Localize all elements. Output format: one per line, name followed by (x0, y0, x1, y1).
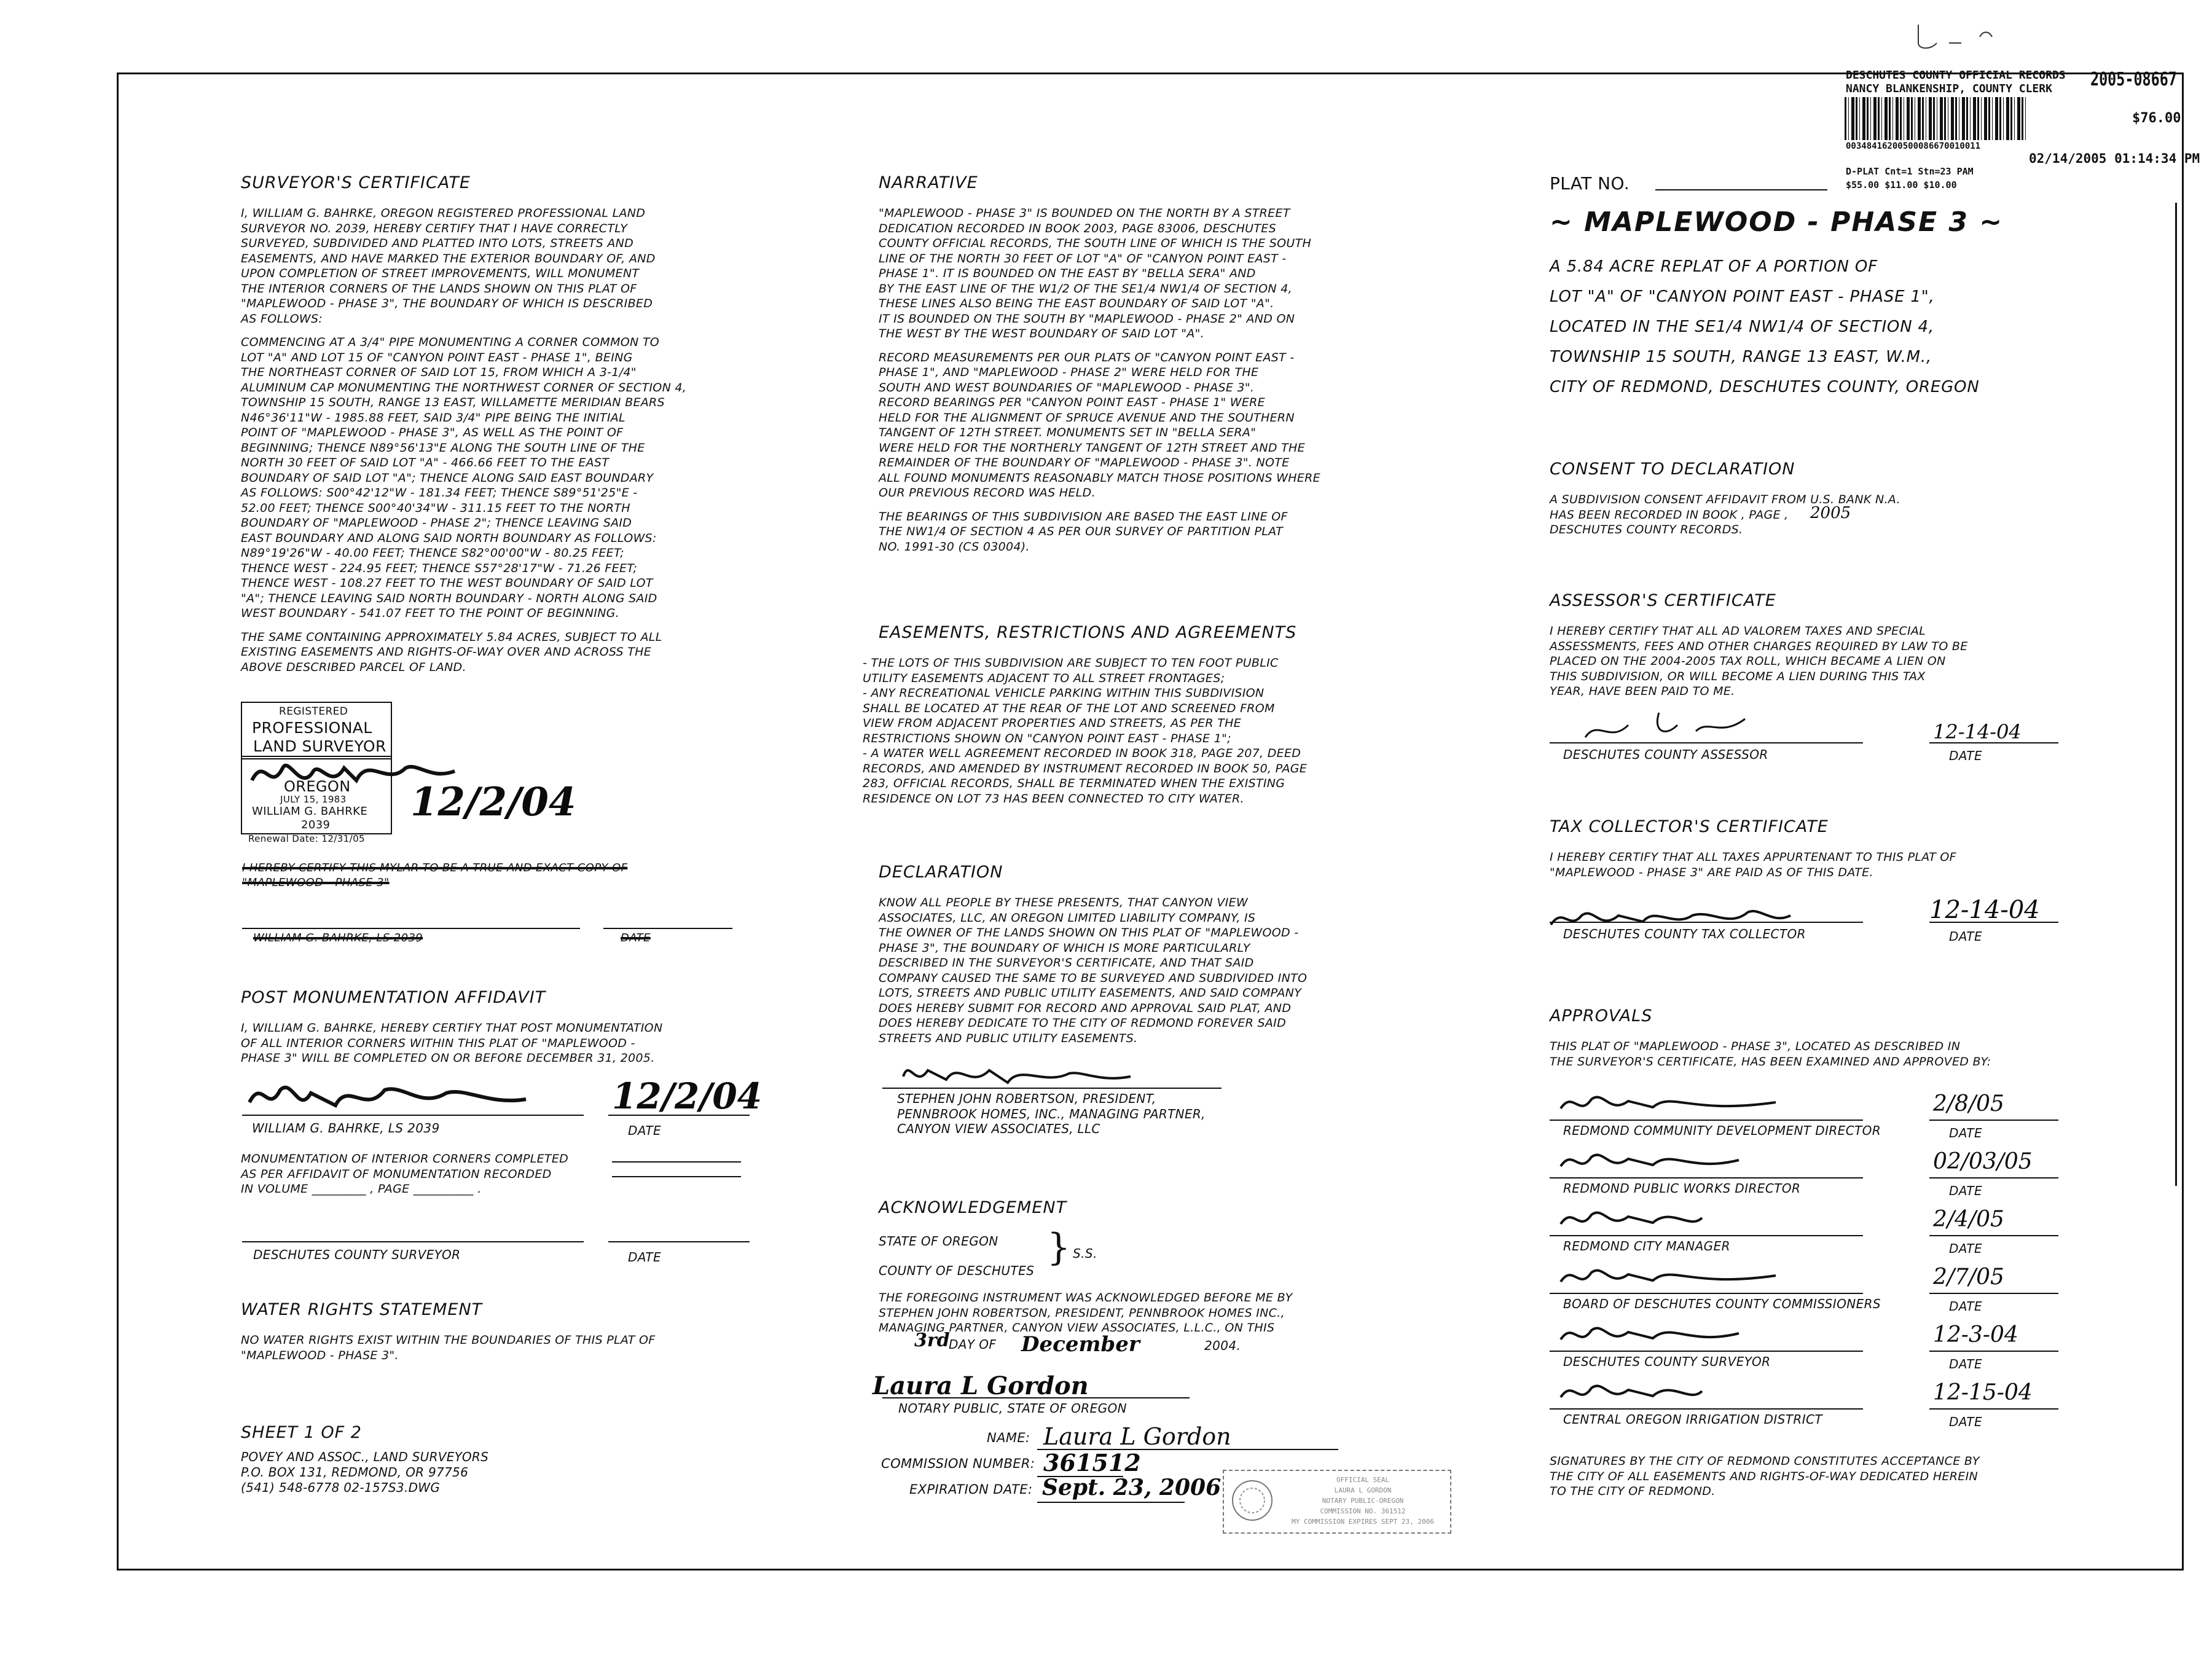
approval-date-line (1929, 1120, 2058, 1121)
approvals-text: THIS PLAT OF "MAPLEWOOD - PHASE 3", LOCATED AS DESCRIBED IN THE SURVEYOR'S CERTIFICATE, HAS BEEN EXAMINED AND APPROVED BY: (1550, 1040, 1991, 1069)
tax-collectors-certificate (1550, 817, 2078, 880)
surveyor-signature-date: 12/2/04 (410, 779, 576, 825)
surveyor-title: SURVEYOR'S CERTIFICATE (241, 173, 471, 192)
tax-signature-line (1550, 922, 1863, 923)
ack-text: THE FOREGOING INSTRUMENT WAS ACKNOWLEDGED BEFORE ME BY STEPHEN JOHN ROBERTSON, PRESIDENT, PENNBROOK HOMES INC., MANAGING PARTNER, CANYON VIEW ASSOCIATES, L.L.C., ON THIS (879, 1291, 1293, 1335)
approval-label: CENTRAL OREGON IRRIGATION DISTRICT (1563, 1412, 1822, 1427)
water-rights-statement (241, 1300, 745, 1363)
sheet-text: POVEY AND ASSOC., LAND SURVEYORS P.O. BOX 131, REDMOND, OR 97756 (541) 548-6778 02-157S3.DWG (241, 1449, 489, 1495)
document-number: 2005-08667 (2090, 69, 2177, 90)
consent-book-handwritten: 2005 (1810, 504, 1851, 522)
post-mon-signature-line (242, 1115, 584, 1116)
approval-date-value: 02/03/05 (1933, 1149, 2033, 1174)
oregon-seal-icon (1230, 1478, 1274, 1523)
right-rule (2175, 203, 2177, 1186)
monumentation-completed: MONUMENTATION OF INTERIOR CORNERS COMPLETED AS PER AFFIDAVIT OF MONUMENTATION RECORDED IN VOLUME _________ , PAGE __________ . (241, 1152, 569, 1196)
assessor-text: I HEREBY CERTIFY THAT ALL AD VALOREM TAXES AND SPECIAL ASSESSMENTS, FEES AND OTHER CHARGES REQUIRED BY LAW TO BE PLACED ON THE 2004-2005 TAX ROLL, WHICH BECAME A LIEN ON THIS SUBDIVISION, OR WILL BECOME A LIEN DURING THIS TAX YEAR, HAVE BEEN PAID TO ME. (1550, 624, 1968, 698)
post-mon-name: WILLIAM G. BAHRKE, LS 2039 (252, 1121, 440, 1135)
plat-number-label: PLAT NO. (1550, 173, 1630, 194)
struck-name: WILLIAM G. BAHRKE, LS 2039 (253, 931, 423, 944)
post-mon-signature-date: 12/2/04 (612, 1075, 763, 1117)
tax-date-label: DATE (1949, 929, 1983, 944)
approval-date-label: DATE (1949, 1183, 1983, 1198)
easement-item: - THE LOTS OF THIS SUBDIVISION ARE SUBJECT TO TEN FOOT PUBLIC UTILITY EASEMENTS ADJACENT TO ALL STREET FRONTAGES; (863, 656, 1279, 685)
stamp-land-surveyor: LAND SURVEYOR (253, 737, 386, 755)
easements-restrictions (863, 623, 1403, 806)
assessor-signature-line (1550, 742, 1863, 743)
easements-title: EASEMENTS, RESTRICTIONS AND AGREEMENTS (879, 623, 1297, 642)
county-clerk: NANCY BLANKENSHIP, COUNTY CLERK (1846, 82, 2052, 95)
consent-title: CONSENT TO DECLARATION (1550, 460, 1795, 479)
assessor-title: ASSESSOR'S CERTIFICATE (1550, 591, 1776, 610)
plat-number-line (1655, 189, 1827, 190)
surveyor-paragraph-3: THE SAME CONTAINING APPROXIMATELY 5.84 ACRES, SUBJECT TO ALL EXISTING EASEMENTS AND RIGHTS-OF-WAY OVER AND ACROSS THE ABOVE DESCRIBED PARCEL OF LAND. (241, 630, 662, 674)
approval-signature (1555, 1199, 1813, 1236)
approval-signature (1555, 1315, 1813, 1352)
approval-date-label: DATE (1949, 1299, 1983, 1314)
declaration-text: KNOW ALL PEOPLE BY THESE PRESENTS, THAT CANYON VIEW ASSOCIATES, LLC, AN OREGON LIMITED LIABILITY COMPANY, IS THE OWNER OF THE LANDS SHOWN ON THIS PLAT OF "MAPLEWOOD - PHASE 3", THE BOUNDARY OF WHICH IS MORE PARTICULARLY DESCRIBED IN THE SURVEYOR'S CERTIFICATE, AND THAT SAID COMPANY CAUSED THE SAME TO BE SURVEYED AND SUBDIVIDED INTO LOTS, STREETS AND PUBLIC UTILITY EASEMENTS, AND SAID COMPANY DOES HEREBY SUBMIT FOR RECORD AND APPROVAL SAID PLAT, AND DOES HEREBY DEDICATE TO THE CITY OF REDMOND FOREVER SAID STREETS AND PUBLIC UTILITY EASEMENTS. (879, 896, 1308, 1045)
approval-date-line (1929, 1351, 2058, 1352)
approvals-footer: SIGNATURES BY THE CITY OF REDMOND CONSTITUTES ACCEPTANCE BY THE CITY OF ALL EASEMENTS AND RIGHTS-OF-WAY DEDICATED HEREIN TO THE CITY OF REDMOND. (1550, 1454, 1980, 1498)
acknowledgement-title: ACKNOWLEDGEMENT (879, 1198, 1067, 1217)
narrative-paragraph-1: "MAPLEWOOD - PHASE 3" IS BOUNDED ON THE NORTH BY A STREET DEDICATION RECORDED IN BOOK 2003, PAGE 83006, DESCHUTES COUNTY OFFICIAL RECORDS, THE SOUTH LINE OF WHICH IS THE SOUTH LINE OF THE NORTH 30 FEET OF LOT "A" OF "CANYON POINT EAST - PHASE 1". IT IS BOUNDED ON THE EAST BY "BELLA SERA" AND BY THE EAST LINE OF THE W1/2 OF THE SE1/4 NW1/4 OF SECTION 4, THESE LINES ALSO BEING THE EAST BOUNDARY OF SAID LOT "A". IT IS BOUNDED ON THE SOUTH BY "MAPLEWOOD - PHASE 2" AND ON THE WEST BY THE WEST BOUNDARY OF SAID LOT "A". (879, 206, 1312, 340)
consent-text: A SUBDIVISION CONSENT AFFIDAVIT FROM U.S. BANK N.A. HAS BEEN RECORDED IN BOOK , PAGE , DESCHUTES COUNTY RECORDS. (1550, 493, 1900, 536)
ack-day: 3rd (914, 1330, 950, 1351)
tax-label: DESCHUTES COUNTY TAX COLLECTOR (1563, 927, 1806, 941)
notary-signature-line (882, 1397, 1190, 1398)
surveyor-paragraph-2: COMMENCING AT A 3/4" PIPE MONUMENTING A CORNER COMMON TO LOT "A" AND LOT 15 OF "CANYON POINT EAST - PHASE 1", BEING THE NORTHEAST CORNER OF SAID LOT 15, FROM WHICH A 3-1/4" ALUMINUM CAP MONUMENTING THE NORTHWEST CORNER OF SECTION 4, TOWNSHIP 15 SOUTH, RANGE 13 EAST, WILLAMETTE MERIDIAN BEARS N46°36'11"W - 1985.88 FEET, SAID 3/4" PIPE BEING THE INITIAL POINT OF "MAPLEWOOD - PHASE 3", AS WELL AS THE POINT OF BEGINNING; THENCE N89°56'13"E ALONG THE SOUTH LINE OF THE NORTH 30 FEET OF SAID LOT "A" - 466.66 FEET TO THE EAST BOUNDARY OF SAID LOT "A"; THENCE ALONG SAID EAST BOUNDARY AS FOLLOWS: S00°42'12"W - 181.34 FEET; THENCE S89°51'25"E - 52.00 FEET; THENCE S00°40'34"W - 311.15 FEET TO THE NORTH BOUNDARY OF "MAPLEWOOD - PHASE 2"; THENCE LEAVING SAID EAST BOUNDARY AND ALONG SAID NORTH BOUNDARY AS FOLLOWS: N89°19'26"W - 40.00 FEET; THENCE S82°00'00"W - 80.25 FEET; THENCE WEST - 224.95 FEET; THENCE S57°28'17"W - 71.26 FEET; THENCE WEST - 108.27 FEET TO THE WEST BOUNDARY OF SAID LOT "A"; THENCE LEAVING SAID NORTH BOUNDARY - NORTH ALONG SAID WEST BOUNDARY - 541.07 FEET TO THE POINT OF BEGINNING. (241, 335, 687, 620)
narrative-paragraph-2: RECORD MEASUREMENTS PER OUR PLATS OF "CANYON POINT EAST - PHASE 1", AND "MAPLEWOOD - PHASE 2" WERE HELD FOR THE SOUTH AND WEST BOUNDARIES OF "MAPLEWOOD - PHASE 3". RECORD BEARINGS PER "CANYON POINT EAST - PHASE 1" WERE HELD FOR THE ALIGNMENT OF SPRUCE AVENUE AND THE SOUTHERN TANGENT OF 12TH STREET. MONUMENTS SET IN "BELLA SERA" WERE HELD FOR THE NORTHERLY TANGENT OF 12TH STREET AND THE REMAINDER OF THE BOUNDARY OF "MAPLEWOOD - PHASE 3". NOTE ALL FOUND MONUMENTS REASONABLY MATCH THOSE POSITIONS WHERE OUR PREVIOUS RECORD WAS HELD. (879, 350, 1320, 500)
post-mon-title: POST MONUMENTATION AFFIDAVIT (241, 988, 546, 1007)
tax-date-value: 12-14-04 (1929, 896, 2040, 924)
water-rights-title: WATER RIGHTS STATEMENT (241, 1300, 483, 1319)
post-mon-date-line (608, 1115, 750, 1116)
barcode-number: 00348416200500086670010011 (1846, 141, 1981, 151)
notary-name-value: Laura L Gordon (1043, 1423, 1231, 1450)
stamp-number: 2039 (301, 818, 331, 831)
easement-item: - A WATER WELL AGREEMENT RECORDED IN BOOK 318, PAGE 207, DEED RECORDS, AND AMENDED BY INSTRUMENT RECORDED IN BOOK 50, PAGE 283, OFFICIAL RECORDS, SHALL BE TERMINATED WHEN THE EXISTING RESIDENCE ON LOT 73 HAS BEEN CONNECTED TO CITY WATER. (863, 747, 1308, 806)
approval-date-label: DATE (1949, 1357, 1983, 1371)
approval-label: REDMOND CITY MANAGER (1563, 1239, 1730, 1253)
approval-date-line (1929, 1235, 2058, 1236)
struck-copy-line-2: "MAPLEWOOD - PHASE 3" (242, 876, 390, 889)
approval-date-value: 12-3-04 (1933, 1322, 2018, 1347)
ack-state: STATE OF OREGON (879, 1234, 998, 1249)
county-surveyor-date-line (608, 1241, 750, 1242)
narrative-paragraph-3: THE BEARINGS OF THIS SUBDIVISION ARE BASED THE EAST LINE OF THE NW1/4 OF SECTION 4 AS PER OUR SURVEY OF PARTITION PLAT NO. 1991-30 (CS 03004). (879, 509, 1288, 554)
plat-description: A 5.84 ACRE REPLAT OF A PORTION OF LOT "A" OF "CANYON POINT EAST - PHASE 1", LOCATED IN THE SE1/4 NW1/4 OF SECTION 4, TOWNSHIP 15 SOUTH, RANGE 13 EAST, W.M., CITY OF REDMOND, DESCHUTES COUNTY, OREGON (1550, 257, 1980, 396)
approval-label: DESCHUTES COUNTY SURVEYOR (1563, 1354, 1771, 1369)
approval-signature (1555, 1142, 1813, 1179)
approval-label: BOARD OF DESCHUTES COUNTY COMMISSIONERS (1563, 1296, 1881, 1311)
approval-date-value: 12-15-04 (1933, 1380, 2033, 1405)
expiration-line (1037, 1502, 1185, 1503)
surveyors-certificate (241, 173, 745, 675)
approval-label: REDMOND COMMUNITY DEVELOPMENT DIRECTOR (1563, 1123, 1881, 1138)
assessor-date-value: 12-14-04 (1933, 720, 2022, 743)
owner-signer: STEPHEN JOHN ROBERTSON, PRESIDENT, PENNBROOK HOMES, INC., MANAGING PARTNER, CANYON VIEW ASSOCIATES, LLC (897, 1091, 1206, 1136)
dplat-line: D-PLAT Cnt=1 Stn=23 PAM (1846, 166, 1974, 177)
struck-signature-line (242, 928, 580, 929)
approval-signature (1555, 1373, 1813, 1410)
post-mon-signature (243, 1072, 575, 1121)
struck-copy-line-1: I HEREBY CERTIFY THIS MYLAR TO BE A TRUE AND EXACT COPY OF (242, 861, 628, 874)
approvals (1550, 1006, 2078, 1069)
stamp-professional: PROFESSIONAL (252, 719, 372, 737)
stamp-date: JULY 15, 1983 (280, 794, 347, 805)
post-mon-text: I, WILLIAM G. BAHRKE, HEREBY CERTIFY THAT POST MONUMENTATION OF ALL INTERIOR CORNERS WITHIN THIS PLAT OF "MAPLEWOOD - PHASE 3" WILL BE COMPLETED ON OR BEFORE DECEMBER 31, 2005. (241, 1021, 663, 1065)
owner-signature-line (882, 1088, 1222, 1089)
approval-date-label: DATE (1949, 1414, 1983, 1429)
ack-ss: S.S. (1073, 1246, 1097, 1261)
stamp-oregon: OREGON (284, 778, 351, 795)
approval-date-label: DATE (1949, 1241, 1983, 1256)
consent-to-declaration (1550, 460, 2078, 538)
renewal-date: Renewal Date: 12/31/05 (248, 833, 365, 844)
notary-label: NOTARY PUBLIC, STATE OF OREGON (898, 1401, 1127, 1416)
tax-text: I HEREBY CERTIFY THAT ALL TAXES APPURTENANT TO THIS PLAT OF "MAPLEWOOD - PHASE 3" ARE PAID AS OF THIS DATE. (1550, 850, 1956, 879)
records-office: DESCHUTES COUNTY OFFICIAL RECORDS (1846, 69, 2066, 82)
assessor-label: DESCHUTES COUNTY ASSESSOR (1563, 747, 1768, 762)
approval-date-value: 2/8/05 (1933, 1091, 2004, 1116)
county-surveyor-line (242, 1241, 584, 1242)
approval-date-line (1929, 1177, 2058, 1179)
assessors-certificate (1550, 591, 2078, 699)
approval-date-value: 2/7/05 (1933, 1265, 2004, 1290)
expiration-label: EXPIRATION DATE: (909, 1482, 1033, 1497)
completed-line-2 (612, 1176, 741, 1177)
handwritten-mark (1906, 18, 2004, 55)
approval-signature (1555, 1257, 1813, 1294)
commission-value: 361512 (1043, 1449, 1141, 1477)
declaration-title: DECLARATION (879, 863, 1003, 882)
recording-timestamp: 02/14/2005 01:14:34 PM (2029, 151, 2200, 166)
completed-line-1 (612, 1161, 741, 1163)
approval-signature (1555, 1084, 1813, 1121)
approval-date-line (1929, 1408, 2058, 1410)
recording-fee: $76.00 (2132, 111, 2181, 126)
notary-name-label: NAME: (987, 1430, 1030, 1445)
approval-date-line (1929, 1293, 2058, 1294)
struck-date-line (603, 928, 732, 929)
easement-item: - ANY RECREATIONAL VEHICLE PARKING WITHIN THIS SUBDIVISION SHALL BE LOCATED AT THE REAR OF THE LOT AND SCREENED FROM VIEW FROM ADJACENT PROPERTIES AND STREETS, AS PER THE RESTRICTIONS SHOWN ON "CANYON POINT EAST - PHASE 1"; (863, 686, 1275, 745)
stamp-registered: REGISTERED (279, 705, 348, 718)
ack-day-label: DAY OF (949, 1337, 997, 1352)
post-mon-date-label: DATE (628, 1123, 662, 1138)
approval-date-label: DATE (1949, 1126, 1983, 1140)
struck-date: DATE (621, 931, 651, 944)
surveyor-paragraph-1: I, WILLIAM G. BAHRKE, OREGON REGISTERED PROFESSIONAL LAND SURVEYOR NO. 2039, HEREBY CERTIFY THAT I HAVE CORRECTLY SURVEYED, SUBDIVIDED AND PLATTED INTO LOTS, STREETS AND EASEMENTS, AND HAVE MARKED THE EXTERIOR BOUNDARY OF, AND UPON COMPLETION OF STREET IMPROVEMENTS, WILL MONUMENT THE INTERIOR CORNERS OF THE LANDS SHOWN ON THIS PLAT OF "MAPLEWOOD - PHASE 3", THE BOUNDARY OF WHICH IS DESCRIBED AS FOLLOWS: (241, 206, 656, 326)
tax-title: TAX COLLECTOR'S CERTIFICATE (1550, 817, 1829, 836)
post-monumentation-affidavit (241, 988, 745, 1066)
narrative (879, 173, 1395, 554)
assessor-date-label: DATE (1949, 748, 1983, 763)
plat-title: ~ MAPLEWOOD - PHASE 3 ~ (1550, 206, 2004, 238)
narrative-title: NARRATIVE (879, 173, 978, 192)
notary-signature: Laura L Gordon (873, 1371, 1089, 1400)
ack-brace: } (1047, 1226, 1071, 1269)
county-surveyor-label: DESCHUTES COUNTY SURVEYOR (253, 1247, 461, 1262)
fees-line: $55.00 $11.00 $10.00 (1846, 179, 1957, 190)
water-rights-text: NO WATER RIGHTS EXIST WITHIN THE BOUNDARIES OF THIS PLAT OF "MAPLEWOOD - PHASE 3". (241, 1333, 656, 1362)
approvals-title: APPROVALS (1550, 1006, 1653, 1026)
expiration-value: Sept. 23, 2006 (1042, 1475, 1222, 1500)
notary-seal (1223, 1470, 1451, 1534)
sheet-info (241, 1423, 745, 1496)
approval-date-value: 2/4/05 (1933, 1207, 2004, 1232)
notary-seal-text: OFFICIAL SEAL LAURA L GORDON NOTARY PUBLIC-OREGON COMMISSION NO. 361512 MY COMMISSION EXPIRES SEPT 23, 2006 (1292, 1476, 1434, 1526)
ack-county: COUNTY OF DESCHUTES (879, 1263, 1035, 1278)
stamp-name: WILLIAM G. BAHRKE (252, 805, 368, 818)
approval-label: REDMOND PUBLIC WORKS DIRECTOR (1563, 1181, 1801, 1196)
commission-label: COMMISSION NUMBER: (881, 1456, 1035, 1471)
county-surveyor-date-label: DATE (628, 1250, 662, 1265)
declaration (879, 863, 1395, 1046)
ack-month: December (1021, 1332, 1140, 1357)
sheet-title: SHEET 1 OF 2 (241, 1423, 362, 1442)
ack-year: 2004. (1204, 1338, 1241, 1353)
